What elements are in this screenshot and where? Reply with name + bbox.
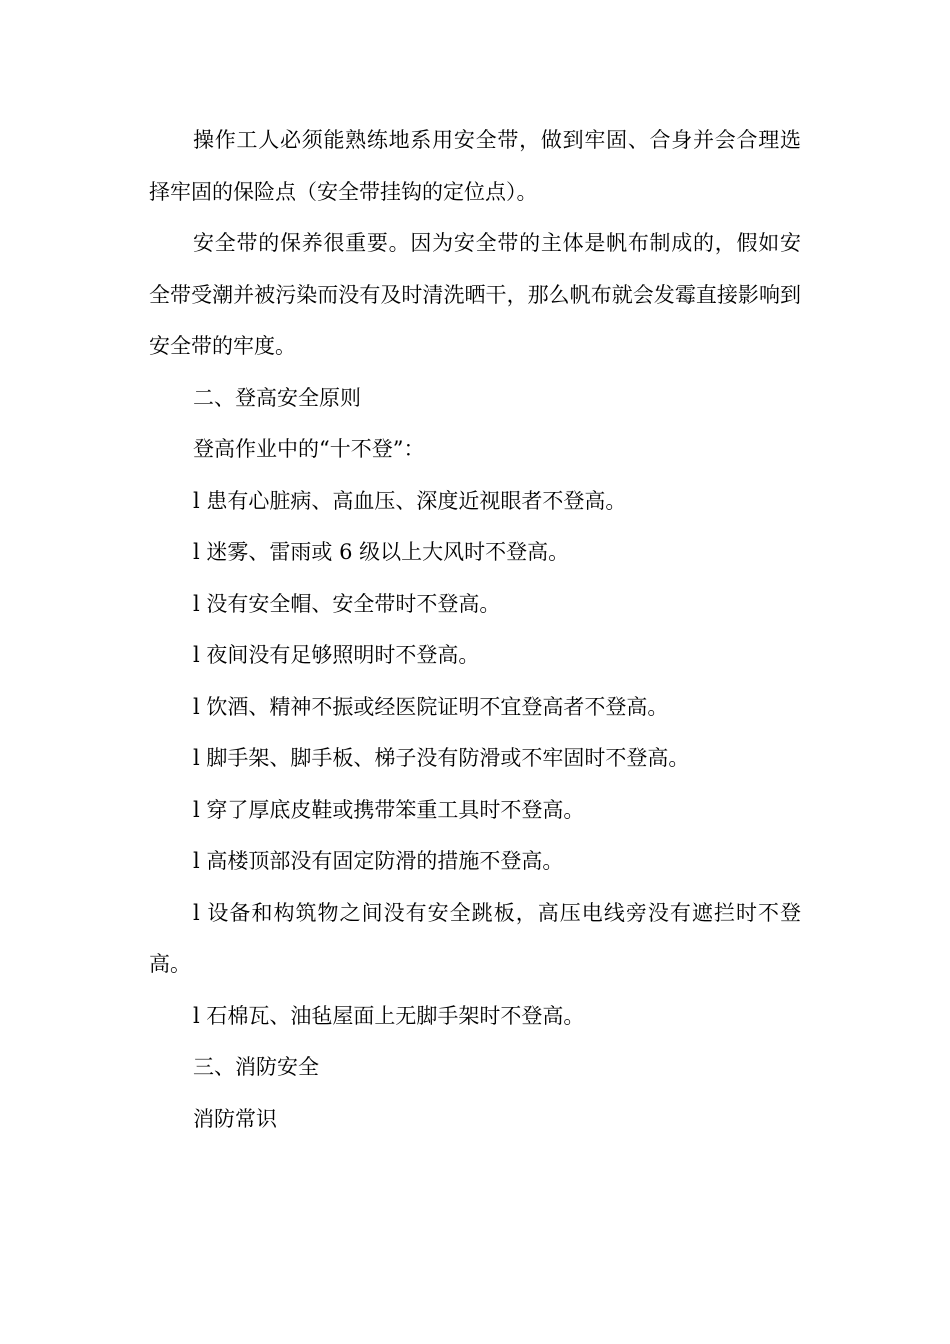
paragraph-safety-belt-maintenance: 安全带的保养很重要。因为安全带的主体是帆布制成的，假如安全带受潮并被污染而没有及时清洗晒干，那么帆布就会发霉直接影响到安全带的牢度。 [149,231,801,358]
subheading-fire-knowledge: 消防常识 [193,1106,277,1131]
list-item-rule-1: l 患有心脏病、高血压、深度近视眼者不登高。 [193,488,627,513]
section-heading-climbing-safety: 二、登高安全原则 [193,385,361,410]
list-item-rule-5: l 饮酒、精神不振或经医院证明不宜登高者不登高。 [193,694,669,719]
list-item-rule-3: l 没有安全帽、安全带时不登高。 [193,591,501,616]
list-item-rule-7: l 穿了厚底皮鞋或携带笨重工具时不登高。 [193,797,585,822]
section-heading-fire-safety: 三、消防安全 [193,1055,319,1079]
list-item-rule-10: l 石棉瓦、油毡屋面上无脚手架时不登高。 [193,1003,585,1028]
paragraph-ten-no-climb-intro: 登高作业中的“十不登”： [193,437,425,461]
list-item-rule-4: l 夜间没有足够照明时不登高。 [193,643,480,667]
list-item-rule-2: l 迷雾、雷雨或 6 级以上大风时不登高。 [193,540,570,564]
list-item-rule-8: l 高楼顶部没有固定防滑的措施不登高。 [193,849,564,873]
list-item-rule-9: l 设备和构筑物之间没有安全跳板，高压电线旁没有遮拦时不登高。 [149,900,801,976]
list-item-rule-6: l 脚手架、脚手板、梯子没有防滑或不牢固时不登高。 [193,746,690,770]
document-page [149,115,801,1145]
paragraph-safety-belt-usage: 操作工人必须能熟练地系用安全带，做到牢固、合身并会合理选择牢固的保险点（安全带挂钩的定位点）。 [149,128,801,204]
